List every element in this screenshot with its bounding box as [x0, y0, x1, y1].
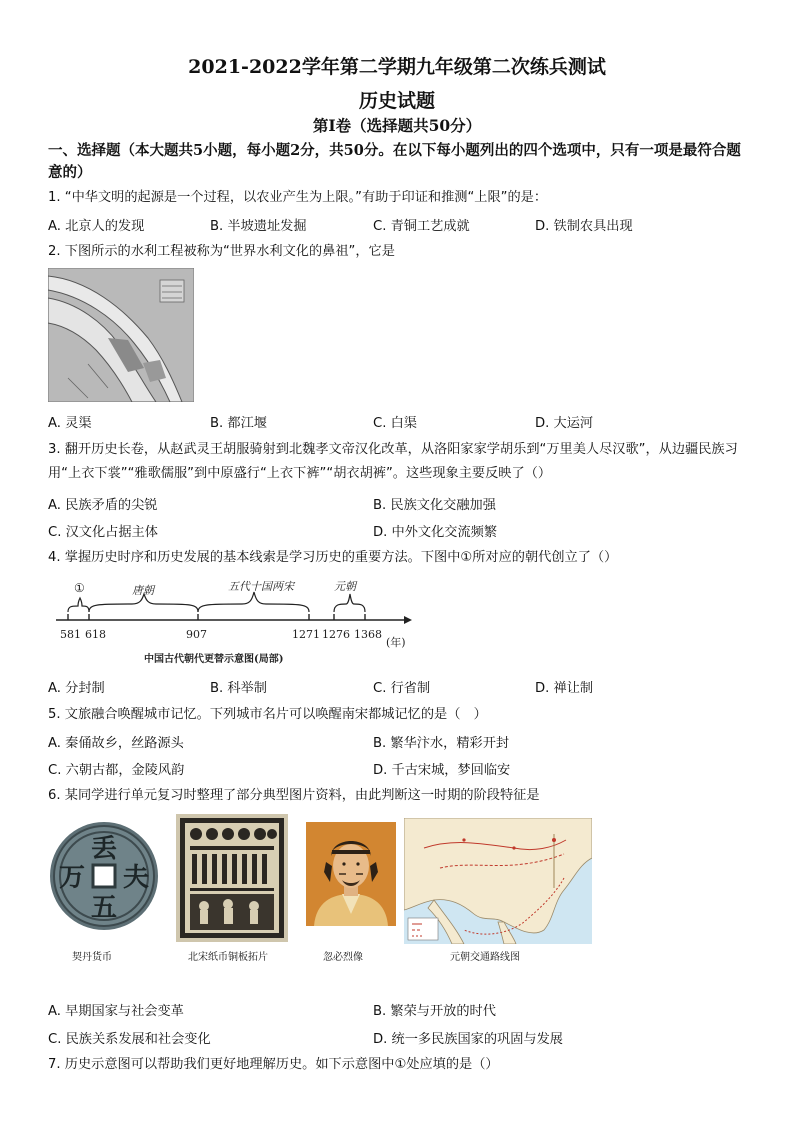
- question-4-options: [48, 677, 754, 699]
- option-a: A. 早期国家与社会变革: [48, 1004, 184, 1019]
- question-2-options: [48, 412, 754, 434]
- image-caption-coin: 契丹货币: [72, 952, 112, 963]
- timeline-year: 1271: [292, 628, 320, 641]
- question-6-stem: 6. 某同学进行单元复习时整理了部分典型图片资料，由此判断这一时期的阶段特征是: [48, 788, 540, 803]
- question-1-options: [48, 215, 754, 237]
- section-heading: 一、选择题（本大题共5小题，每小题2分，共50分。在以下每小题列出的四个选项中，只有一项是最符合题意的）: [48, 142, 741, 181]
- question-2-stem: 2. 下图所示的水利工程被称为“世界水利文化的鼻祖”，它是: [48, 244, 395, 259]
- coin-char-top: 丢: [90, 834, 118, 864]
- question-5-options-row2: [48, 759, 754, 781]
- option-b: B. 民族文化交融加强: [373, 498, 496, 513]
- timeline-year: 1368: [354, 628, 382, 641]
- option-c: C. 白渠: [373, 416, 417, 431]
- song-paper-money-rubbing-image: [176, 814, 288, 942]
- option-c: C. 六朝古都，金陵风韵: [48, 763, 185, 778]
- option-a: A. 民族矛盾的尖锐: [48, 498, 158, 513]
- yuan-transport-routes-map-image: [404, 818, 592, 944]
- option-a: A. 灵渠: [48, 416, 92, 431]
- option-d: D. 铁制农具出现: [535, 219, 633, 234]
- question-1-stem: 1. “中华文明的起源是一个过程，以农业产生为上限。”有助于印证和推测“上限”的是：: [48, 190, 548, 205]
- option-a: A. 秦俑故乡，丝路源头: [48, 736, 184, 751]
- timeline-unit: (年): [386, 636, 406, 649]
- question-5-options-row1: [48, 732, 754, 754]
- question-5-stem: 5. 文旅融合唤醒城市记忆。下列城市名片可以唤醒南宋都城记忆的是（ ）: [48, 707, 487, 722]
- exam-title: 2021-2022学年第二学期九年级第二次练兵测试: [188, 56, 606, 78]
- question-6-options-row1: [48, 1000, 754, 1022]
- option-b: B. 繁华汴水，精彩开封: [373, 736, 510, 751]
- timeline-year: 1276: [322, 628, 350, 641]
- timeline-year: 581: [60, 628, 81, 641]
- coin-char-right: 夫: [122, 863, 150, 893]
- option-c: C. 行省制: [373, 681, 431, 696]
- option-d: D. 统一多民族国家的巩固与发展: [373, 1032, 563, 1047]
- option-b: B. 半坡遗址发掘: [210, 219, 307, 234]
- timeline-caption: 中国古代朝代更替示意图(局部): [144, 654, 284, 665]
- khitan-coin-image: [48, 814, 160, 938]
- coin-char-left: 万: [58, 863, 86, 893]
- question-6-options-row2: [48, 1028, 754, 1050]
- question-3-options-row1: [48, 494, 754, 516]
- option-c: C. 汉文化占据主体: [48, 525, 158, 540]
- volume-title: 第Ⅰ卷（选择题共50分）: [312, 116, 482, 135]
- timeline-year: 618: [85, 628, 106, 641]
- option-b: B. 都江堰: [210, 416, 267, 431]
- option-c: C. 民族关系发展和社会变化: [48, 1032, 211, 1047]
- question-7-stem: 7. 历史示意图可以帮助我们更好地理解历史。如下示意图中①处应填的是（）: [48, 1057, 499, 1072]
- timeline-year: 907: [186, 628, 207, 641]
- question-4-stem: 4. 掌握历史时序和历史发展的基本线索是学习历史的重要方法。下图中①所对应的朝代创立了（）: [48, 550, 618, 565]
- option-b: B. 繁荣与开放的时代: [373, 1004, 496, 1019]
- option-b: B. 科举制: [210, 681, 267, 696]
- image-caption-paper-money: 北宋纸币铜板拓片: [188, 952, 268, 963]
- timeline-segment-song: 五代十国两宋: [228, 580, 294, 593]
- question-3-options-row2: [48, 521, 754, 543]
- option-a: A. 分封制: [48, 681, 105, 696]
- question-3-stem: 3. 翻开历史长卷，从赵武灵王胡服骑射到北魏孝文帝汉化改革，从洛阳家家学胡乐到“万里美人尽汉歌”，从边疆民族习用“上衣下裳”“雅歌儒服”到中原盛行“上衣下裤”“胡衣胡裤”。这些现象主要反映了（）: [48, 442, 738, 481]
- timeline-segment-tang: 唐朝: [132, 584, 154, 597]
- option-d: D. 中外文化交流频繁: [373, 525, 498, 540]
- coin-char-bottom: 五: [90, 893, 118, 923]
- image-caption-yuan-map: 元朝交通路线图: [450, 952, 520, 963]
- option-c: C. 青铜工艺成就: [373, 219, 470, 234]
- timeline-marker: ①: [74, 581, 85, 595]
- subject-title: 历史试题: [358, 90, 435, 112]
- kublai-khan-portrait-image: [306, 822, 396, 926]
- dynasty-timeline-diagram: [52, 574, 422, 668]
- timeline-segment-yuan: 元朝: [334, 580, 356, 593]
- image-caption-kublai: 忽必烈像: [323, 952, 363, 963]
- option-d: D. 千古宋城，梦回临安: [373, 763, 511, 778]
- dujiangyan-map-image: [48, 268, 194, 402]
- option-d: D. 禅让制: [535, 681, 594, 696]
- option-d: D. 大运河: [535, 416, 594, 431]
- option-a: A. 北京人的发现: [48, 219, 145, 234]
